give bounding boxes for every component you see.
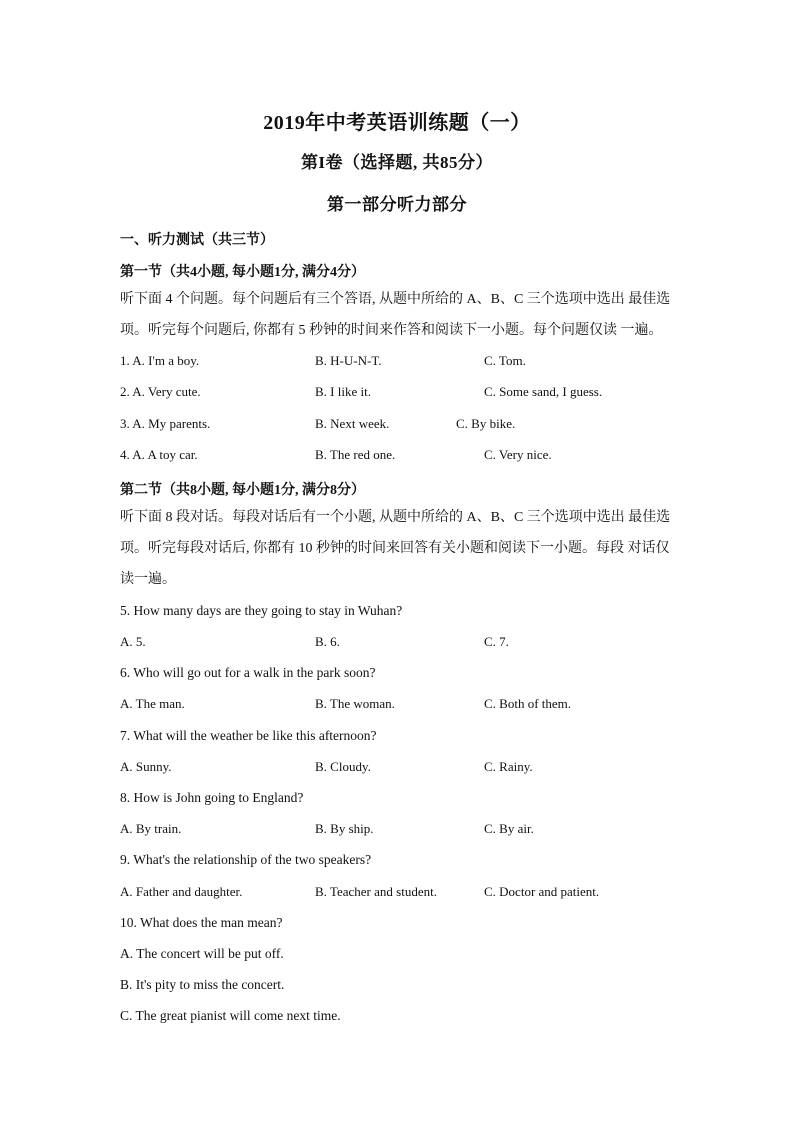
option-b: B. Next week.	[315, 416, 390, 431]
document-title: 2019年中考英语训练题（一）	[263, 112, 531, 134]
option-b: B. It's pity to miss the concert.	[120, 977, 285, 992]
section2-heading: 第二节（共8小题, 每小题1分, 满分8分）	[120, 483, 365, 498]
section1-instructions: 听下面 4 个问题。每个问题后有三个答语, 从题中所给的 A、B、C 三个选项中选出 最佳选项。听完每个问题后, 你都有 5 秒钟的时间来作答和阅读下一小题。每个问题仅读 一遍。	[120, 292, 671, 338]
volume-heading: 第I卷（选择题, 共85分）	[300, 153, 494, 172]
option-c: C. Doctor and patient.	[484, 884, 600, 899]
question-stem: 10. What does the man mean?	[120, 915, 283, 930]
option-c: C. Both of them.	[484, 696, 572, 711]
section-main-heading: 一、听力测试（共三节）	[120, 233, 274, 248]
question-stem: 8. How is John going to England?	[120, 790, 304, 805]
option-b: B. Teacher and student.	[315, 884, 437, 899]
option-c: C. By bike.	[456, 416, 516, 431]
option-c: C. 7.	[484, 634, 509, 649]
option-c: C. By air.	[484, 821, 534, 836]
option-c: C. Rainy.	[484, 759, 533, 774]
option-a: 3. A. My parents.	[120, 416, 211, 431]
question-stem: 9. What's the relationship of the two speakers?	[120, 852, 372, 867]
option-c: C. Some sand, I guess.	[484, 384, 603, 399]
option-a: A. By train.	[120, 821, 182, 836]
part-heading: 第一部分听力部分	[327, 195, 467, 214]
option-a: A. 5.	[120, 634, 146, 649]
option-a: 4. A. A toy car.	[120, 447, 198, 462]
option-b: B. The woman.	[315, 696, 395, 711]
option-c: C. Tom.	[484, 353, 526, 368]
question-stem: 5. How many days are they going to stay in Wuhan?	[120, 603, 403, 618]
question-stem: 7. What will the weather be like this afternoon?	[120, 728, 377, 743]
option-b: B. 6.	[315, 634, 340, 649]
option-a: 1. A. I'm a boy.	[120, 353, 200, 368]
question-stem: 6. Who will go out for a walk in the park soon?	[120, 665, 376, 680]
option-b: B. I like it.	[315, 384, 371, 399]
option-b: B. The red one.	[315, 447, 396, 462]
option-c: C. Very nice.	[484, 447, 552, 462]
option-b: B. H-U-N-T.	[315, 353, 382, 368]
option-b: B. By ship.	[315, 821, 374, 836]
option-a: A. Sunny.	[120, 759, 172, 774]
section1-heading: 第一节（共4小题, 每小题1分, 满分4分）	[120, 265, 365, 280]
section2-instructions: 听下面 8 段对话。每段对话后有一个小题, 从题中所给的 A、B、C 三个选项中选出 最佳选项。听完每段对话后, 你都有 10 秒钟的时间来回答有关小题和阅读下一小题。每段 对话仅读一遍。	[120, 510, 671, 587]
option-a: 2. A. Very cute.	[120, 384, 201, 399]
option-c: C. The great pianist will come next time.	[120, 1008, 341, 1023]
option-b: B. Cloudy.	[315, 759, 371, 774]
option-a: A. Father and daughter.	[120, 884, 243, 899]
option-a: A. The concert will be put off.	[120, 946, 284, 961]
option-a: A. The man.	[120, 696, 185, 711]
